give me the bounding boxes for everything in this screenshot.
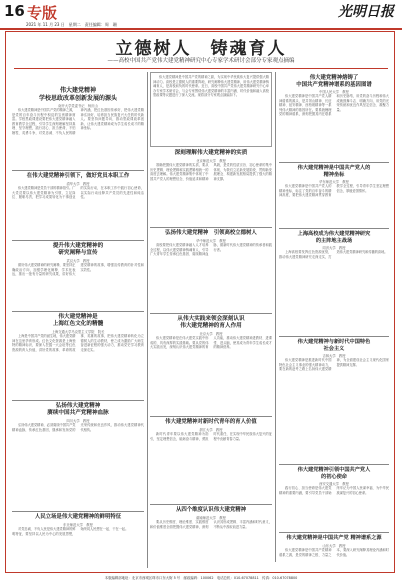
article-title: 伟大建党精神 学校思政改革创新发展的源头: [38, 87, 117, 102]
section-rule: [150, 313, 272, 314]
article-text: 伟大建党精神是中国共产党人的精神坐标，标注了党的百年奋斗的精神高度，要把伟大建党精神贯穿教育教学全过程，引导青年学生坚定理想信念，厚植爱国情怀。: [279, 184, 389, 198]
page-info: 2021 年 11 月 23 日 星期二 责任编辑：周 珊: [26, 22, 117, 27]
article-text: 准确把握伟大建党精神的实质，要从历史逻辑、理论逻辑和实践逻辑相统一的高度去理解。伟大建党精神集中体现了中国共产党人的理想信念、价值追求和精神风貌，是党的性质宗旨、初心使命的集中体现，为我们立足新发展阶段、贯彻新发展理念、构建新发展格局提供了强大的精神支撑。: [150, 163, 272, 181]
article-author: 武汉大学 教授: [66, 259, 90, 263]
banner-subtitle: ——高校中国共产党伟大建党精神研究中心专家学术研讨会部分专家观点摘编: [107, 58, 295, 64]
section-rule: [150, 504, 272, 505]
article-author: 上海交通大学马克思主义学院 院长: [51, 330, 105, 334]
section-rule: [279, 228, 389, 229]
column-rule-right: [275, 72, 276, 562]
section-rule: [12, 240, 144, 241]
section-rule: [279, 162, 389, 163]
article-author: 西安交通大学 教授: [319, 482, 349, 486]
article-text: 上海是中国共产党的诞生地，伟大建党精神在这里孕育形成。红色文化资源是上海独特的精神标识，要深入挖掘一大会址等红色资源的育人价值，讲好党的故事、革命的故事、英雄的故事，把伟大建党精神转化为立德树人的生动教材，使之成为激励广大师生奋进新征程的强大动力，推动党史学习教育走深走实。: [12, 334, 144, 352]
article-title: 弘扬伟大建党精神 引领高校立德树人: [165, 230, 257, 236]
article-title: 从四个维度认识伟大建党精神: [175, 507, 247, 513]
article-author: 山东大学 教授: [322, 544, 346, 548]
banner-title: 立德树人 铸魂育人: [115, 39, 287, 59]
column-rule-left: [147, 72, 148, 568]
header-rule: [0, 28, 402, 30]
article-title: 上海高校成为伟大建党精神研究 的主阵地主战场: [297, 231, 371, 244]
article-title: 在伟大建党精神引领下，做好党员本职工作: [26, 173, 130, 179]
article-text: 伟大建党精神是在伟大建党实践中形成的，具有深厚的实践基础。要从党的伟大实践出发，深刻认识伟大建党精神的育人功能，推动伟大建党精神进教材、进课堂、进头脑，使其成为青年学生成长成才的精神营养。: [150, 336, 272, 350]
article-text: 伟大建党精神是党员干部的精神指引。广大党员要以伟大建党精神为引领，立足岗位、履职尽责，把学习成果转化为干事创业的实际行动，在本职工作中践行初心使命，以实际行动诠释共产党员的先进性和纯洁性。: [12, 186, 144, 200]
article-title: 伟大建党精神引领中国共产党人 的初心使命: [297, 467, 371, 480]
article-title: 人民立场是伟大建党精神的鲜明特征: [34, 514, 122, 520]
page-number: 16: [4, 2, 25, 20]
article-text: 做好伟大建党精神的研究阐释，要坚持正确政治方向，加强学理化阐释、学术化表达，推出一批有分量的研究成果，讲好伟大建党精神的故事，增强宣传教育的针对性和实效性。: [12, 263, 144, 277]
section-rule: [12, 170, 144, 171]
article-text: 对党忠诚、不负人民是伟大建党精神的鲜明特征，要坚持以人民为中心的发展思想，始终同人民想在一起、干在一起。: [12, 527, 129, 536]
article-title: 从伟大实践来领会深刻认识 伟大建党精神的育人作用: [177, 316, 245, 329]
article-title: 伟大建党精神熔铸了 中国共产党精神谱系的基因图谱: [296, 75, 372, 88]
article-title: 伟大建党精神对新时代青年的育人价值: [165, 419, 257, 425]
article-title: 伟大建党精神与新时代中国特色 社会主义: [297, 339, 371, 352]
section-rule: [150, 416, 272, 417]
article-text: 弘扬伟大建党精神，必须赓续中国共产党精神血脉，传承红色基因，继承和发扬党的光荣传统和优良作风，推动伟大建党精神代代相传。: [12, 423, 144, 432]
article-author: 浙江大学 教授: [199, 428, 223, 432]
article-text: 伟大建党精神是推进新时代中国特色社会主义事业的强大精神动力，要在新的赶考之路上弘扬伟大建党精神，为全面建设社会主义现代化国家提供精神支撑。: [279, 358, 389, 372]
article-title: 弘扬伟大建党精神 赓续中国共产党精神血脉: [47, 403, 109, 416]
article-text: 伟大建党精神是中国共产党精神谱系之源，是党的精神之根、力量之本，要深入研究阐释其理论内涵和时代价值。: [279, 548, 389, 557]
section-rule: [279, 464, 389, 465]
section-rule: [150, 227, 272, 228]
article-author: 南开大学党委书记 杨庆山: [58, 104, 98, 108]
article-author: 同济大学 教授: [322, 246, 346, 250]
banner-rule: [14, 68, 388, 69]
article-text: 新时代青年要以伟大建党精神为指引，坚定理想信念，砥砺奋斗精神，勇担时代重任，在实现中华民族伟大复兴的征程中贡献青春力量。: [150, 432, 272, 441]
article-title: 提升伟大建党精神的 研究阐释与宣传: [52, 243, 104, 256]
article-author: 华东师范大学 教授: [319, 180, 349, 184]
article-author: 北京大学 教授: [199, 332, 223, 336]
page-section: 专版: [27, 4, 58, 22]
article-author: 北京师范大学 教授: [196, 159, 226, 163]
article-text: 伟大建党精神是中国共产党的精神之源，是党的百年奋斗历程中积淀的宝贵精神财富。学校思政课建设要把伟大建党精神融入教育教学全过程，引导学生深刻理解坚持真理、坚守理想，践行初心、担当使命，不怕牺牲、英勇斗争，对党忠诚、不负人民的精神内涵，把红色基因传承好，把伟大建党精神弘扬好，培养担当民族复兴大任的时代新人。要坚持问题导向，推动思政课改革创新，让伟大建党精神成为学生成长成才的精神坐标。: [12, 108, 144, 135]
section-rule: [279, 336, 389, 337]
article-text: 高校要把伟大建党精神融入人才培养全过程，以伟大建党精神铸魂育人，引导广大青年学生传承红色基因、赓续精神血脉，做新时代伟大建党精神的传承者和践行者。: [150, 243, 272, 257]
article-author: 清华大学 教授: [66, 182, 90, 186]
newspaper-logo: 光明日报: [338, 4, 394, 20]
article-author: 中国人民大学 教授: [319, 90, 349, 94]
page-footer: 本版编辑部地址：北京市西城区珠市口东大街 5 号 邮政编码：100062 电话总机：010-67078811 传真：010-67078800: [104, 576, 298, 580]
article-author: 四川大学 教授: [66, 419, 90, 423]
intro-text: 伟大建党精神是中国共产党的精神之源，为实现中华民族伟大复兴提供强大精神动力。高校是立德树人的重要阵地，研究阐释伟大建党精神，用伟大建党精神铸魂育人，是高校肩负的时代使命。近日，高校中国共产党伟大建党精神研究中心举办专家学术研讨会，与会专家围绕伟大建党精神的丰富内涵、时代价值和融入高校思政课等议题进行了深入交流。现将部分专家观点摘编如下。: [150, 72, 272, 147]
article-title: 伟大建党精神是 上海红色文化的精髓: [52, 314, 104, 327]
section-rule: [12, 400, 144, 401]
article-author: 吉林大学 教授: [322, 354, 346, 358]
article-text: 上海高校要发挥红色资源优势，推动伟大建党精神研究走深走实，打造伟大建党精神研究和传播的高地。: [279, 250, 388, 259]
article-text: 要从历史维度、理论维度、实践维度和价值维度全面把握伟大建党精神，深刻认识其形成逻辑、丰富内涵和时代意义，不断从中汲取前进力量。: [150, 520, 272, 529]
article-title: 伟大建党精神是中国共产党人的 精神坐标: [297, 165, 371, 178]
article-author: 湖南师范大学 教授: [196, 516, 226, 520]
article-title: 深刻理解伟大建党精神的实质: [174, 150, 248, 156]
article-text: 践行初心、担当使命是伟大建党精神的重要内涵，要引导党员干部始终牢记为中国人民谋幸福、为中华民族谋复兴的初心使命。: [279, 486, 389, 495]
section-rule: [12, 511, 144, 512]
section-rule: [12, 311, 144, 312]
article-text: 伟大建党精神是中国共产党人精神谱系的源头，是井冈山精神、长征精神、延安精神、西柏坡精神等一系列伟大精神的基因所在。要系统梳理党的精神谱系，深刻把握其内在联系和历史脉络，用党的奋斗历程和伟大成就鼓舞斗志、明确方向，用党的光荣传统和优良作风坚定信念、凝聚力量。: [279, 94, 389, 117]
article-title: 伟大建党精神是中国共产党 精神谱系之源: [286, 535, 382, 541]
article-author: 华中师范大学 教授: [196, 239, 226, 243]
section-rule: [279, 532, 389, 533]
article-author: 东北师范大学 教授: [63, 523, 93, 527]
